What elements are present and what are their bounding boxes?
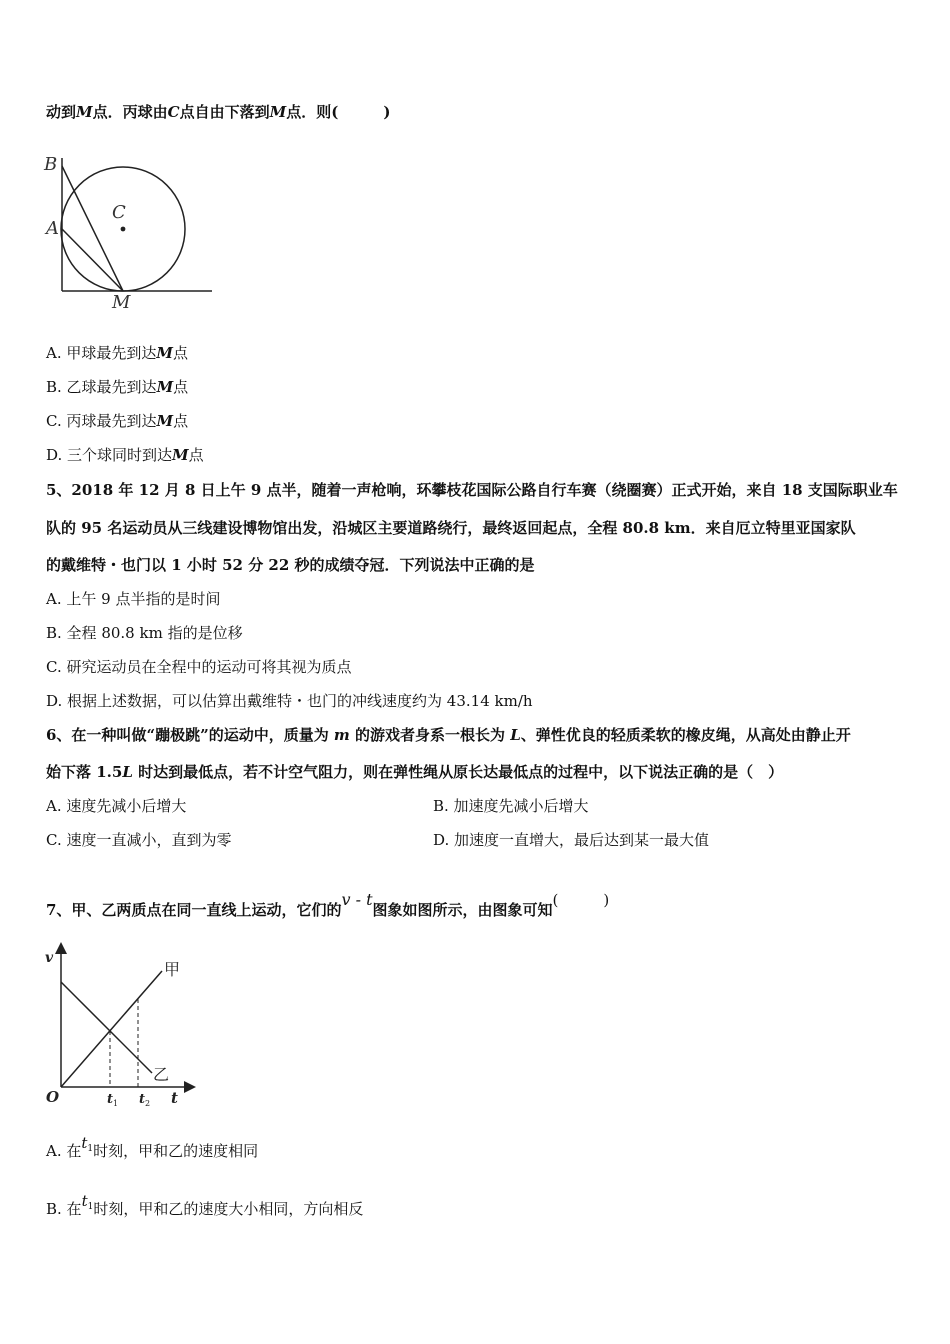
vt-graph-figure: [40, 940, 200, 1110]
label-v: v: [45, 950, 54, 966]
circle-figure: [40, 148, 220, 318]
center-dot: [121, 227, 126, 232]
q4-option-b: B. 乙球最先到达M点: [46, 378, 189, 396]
chord-am: [62, 229, 123, 291]
line-jia: [61, 971, 162, 1087]
q6-stem-line2: 始下落 1.5L 时达到最低点，若不计空气阻力，则在弹性绳从原长达最低点的过程中，以下说法正确的是（ ）: [46, 763, 784, 781]
q4-option-d: D. 三个球同时到达M点: [46, 446, 204, 464]
q7-option-b: B. 在$t^1$时刻，甲和乙的速度大小相同，方向相反: [46, 1192, 364, 1218]
label-t: t: [171, 1089, 178, 1107]
label-m: M: [112, 292, 131, 313]
q4-option-a: A. 甲球最先到达M点: [46, 344, 188, 362]
q6-option-c: C. 速度一直减小，直到为零: [46, 831, 232, 849]
label-t1-sub: 1: [113, 1099, 119, 1108]
q6-option-d: D. 加速度一直增大，最后达到某一最大值: [433, 831, 710, 849]
q5-option-a: A. 上午 9 点半指的是时间: [46, 590, 221, 608]
label-o: O: [46, 1088, 60, 1106]
q6-option-a: A. 速度先减小后增大: [46, 797, 187, 815]
label-b: B: [44, 154, 58, 175]
q6-option-b: B. 加速度先减小后增大: [433, 797, 589, 815]
label-c: C: [112, 202, 126, 223]
chord-bm: [62, 166, 123, 291]
q7-stem: 7、甲、乙两质点在同一直线上运动，它们的v - t图象如图所示，由图象可知( ): [46, 890, 610, 919]
q5-stem-line2: 队的 95 名运动员从三线建设博物馆出发，沿城区主要道路绕行，最终返回起点，全程 80.8 km．来自厄立特里亚国家队: [46, 519, 856, 537]
q7-option-a: A. 在$t^1$时刻，甲和乙的速度相同: [46, 1134, 259, 1160]
label-a: A: [46, 218, 59, 239]
label-t2-sub: 2: [145, 1099, 151, 1108]
label-t2: t: [139, 1092, 146, 1107]
q6-stem-line1: 6、在一种叫做“蹦极跳”的运动中，质量为 m 的游戏者身系一根长为 L、弹性优良的轻质柔软的橡皮绳，从高处由静止开: [46, 726, 851, 744]
q4-stem-tail: 动到M点．丙球由C点自由下落到M点．则( ): [46, 103, 391, 121]
q5-stem-line1: 5、2018 年 12 月 8 日上午 9 点半，随着一声枪响，环攀枝花国际公路自行车赛（绕圈赛）正式开始，来自 18 支国际职业车: [46, 481, 898, 499]
q4-option-c: C. 丙球最先到达M点: [46, 412, 189, 430]
label-jia: 甲: [164, 960, 181, 979]
label-t1: t: [107, 1092, 114, 1107]
q5-stem-line3: 的戴维特・也门以 1 小时 52 分 22 秒的成绩夺冠．下列说法中正确的是: [46, 556, 535, 574]
q5-option-c: C. 研究运动员在全程中的运动可将其视为质点: [46, 658, 352, 676]
label-yi: 乙: [153, 1065, 170, 1084]
q5-option-b: B. 全程 80.8 km 指的是位移: [46, 624, 243, 642]
q5-option-d: D. 根据上述数据，可以估算出戴维特・也门的冲线速度约为 43.14 km/h: [46, 692, 533, 710]
